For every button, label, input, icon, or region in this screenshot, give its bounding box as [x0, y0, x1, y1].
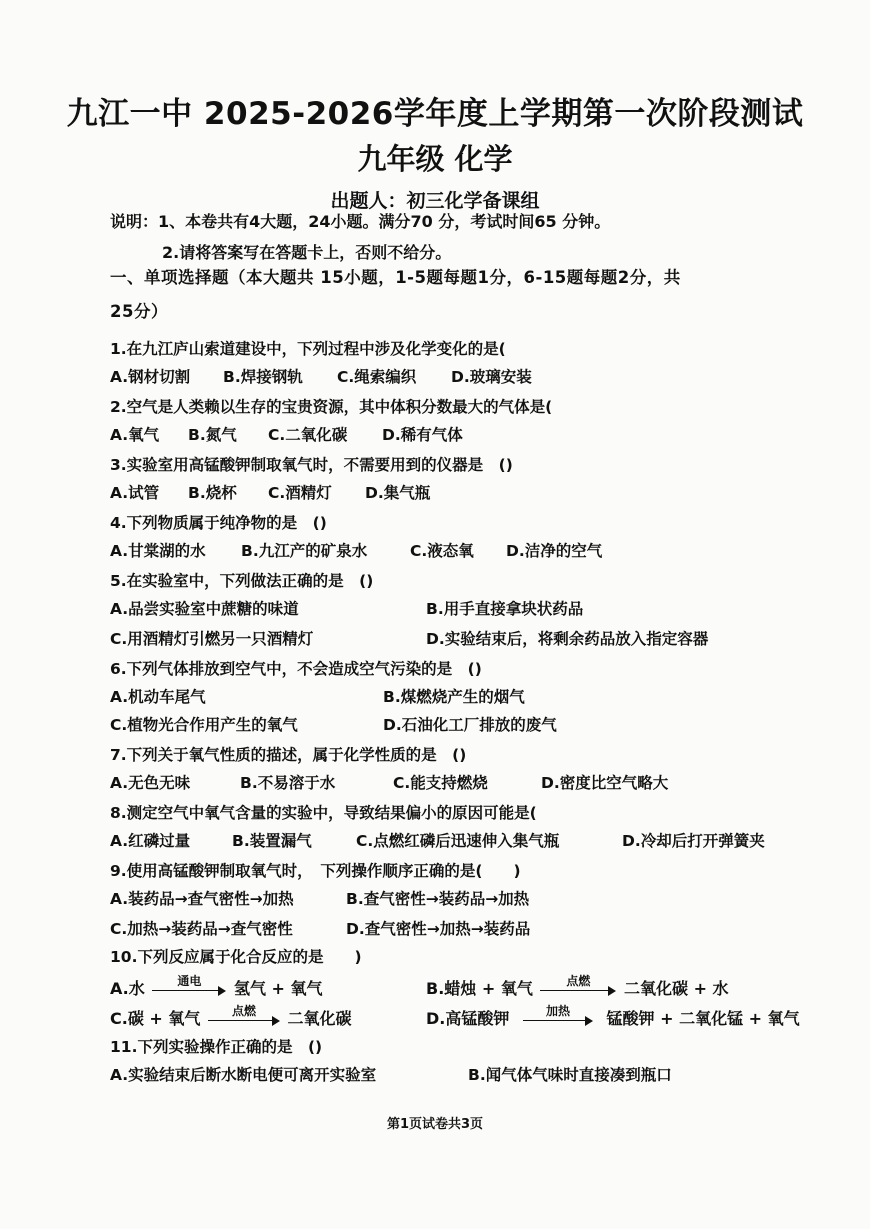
question-9-option-d[interactable]: D.查气密性→加热→装药品 [346, 920, 531, 938]
question-11-option-b[interactable]: B.闻气体气味时直接凑到瓶口 [468, 1066, 672, 1084]
question-6-option-d[interactable]: D.石油化工厂排放的废气 [383, 716, 557, 734]
question-1-option-c[interactable]: C.绳索编织 [337, 368, 417, 386]
exam-subtitle: 九年级 化学 [357, 142, 513, 176]
reaction-arrow-icon [540, 973, 616, 1001]
products: 锰酸钾 + 二氧化锰 + 氧气 [606, 1009, 800, 1028]
products: 氢气 + 氧气 [233, 979, 323, 998]
question-5-option-d[interactable]: D.实验结束后，将剩余药品放入指定容器 [426, 630, 709, 648]
question-6-stem: 6.下列气体排放到空气中，不会造成空气污染的是 () [110, 660, 482, 678]
section-1-heading: 一、单项选择题（本大题共 15小题，1-5题每题1分，6-15题每题2分，共 [110, 268, 681, 287]
section-1-heading-cont: 25分） [110, 302, 168, 321]
question-4-option-c[interactable]: C.液态氧 [410, 542, 474, 560]
question-11-option-a[interactable]: A.实验结束后断水断电便可离开实验室 [110, 1066, 377, 1084]
question-10-option-a[interactable] [110, 973, 323, 1001]
reaction-arrow-icon [523, 1003, 593, 1031]
question-8-option-a[interactable]: A.红磷过量 [110, 832, 191, 850]
question-9-option-b[interactable]: B.查气密性→装药品→加热 [346, 890, 530, 908]
question-2-option-a[interactable]: A.氧气 [110, 426, 160, 444]
question-5-option-c[interactable]: C.用酒精灯引燃另一只酒精灯 [110, 630, 314, 648]
products: 二氧化碳 + 水 [624, 979, 729, 998]
products: 二氧化碳 [287, 1009, 352, 1028]
question-4-option-b[interactable]: B.九江产的矿泉水 [241, 542, 368, 560]
question-2-option-c[interactable]: C.二氧化碳 [268, 426, 348, 444]
question-7-stem: 7.下列关于氧气性质的描述，属于化学性质的是 () [110, 746, 467, 764]
question-4-option-a[interactable]: A.甘棠湖的水 [110, 542, 206, 560]
question-1-stem: 1.在九江庐山索道建设中，下列过程中涉及化学变化的是( [110, 340, 506, 358]
question-9-stem: 9.使用高锰酸钾制取氧气时， 下列操作顺序正确的是( ) [110, 862, 521, 880]
reactants: 蜡烛 + 氧气 [444, 979, 533, 998]
question-10-option-c[interactable] [110, 1003, 352, 1031]
question-8-option-b[interactable]: B.装置漏气 [232, 832, 312, 850]
reaction-arrow-icon [152, 973, 226, 1001]
question-5-option-a[interactable]: A.品尝实验室中蔗糖的味道 [110, 600, 299, 618]
question-8-stem: 8.测定空气中氧气含量的实验中，导致结果偏小的原因可能是( [110, 804, 537, 822]
question-9-option-c[interactable]: C.加热→装药品→查气密性 [110, 920, 293, 938]
page-footer: 第1页试卷共3页 [386, 1117, 484, 1132]
question-8-option-d[interactable]: D.冷却后打开弹簧夹 [622, 832, 765, 850]
reaction-condition: 通电 [177, 973, 202, 988]
question-1-option-a[interactable]: A.钢材切割 [110, 368, 191, 386]
question-1-option-d[interactable]: D.玻璃安装 [451, 368, 532, 386]
option-label: A. [110, 979, 129, 998]
question-1-option-b[interactable]: B.焊接钢轨 [223, 368, 303, 386]
question-2-option-d[interactable]: D.稀有气体 [382, 426, 463, 444]
reactants: 碳 + 氧气 [127, 1009, 201, 1028]
question-2-option-b[interactable]: B.氮气 [188, 426, 237, 444]
question-4-option-d[interactable]: D.洁净的空气 [506, 542, 603, 560]
option-label: C. [110, 1009, 128, 1028]
reaction-arrow-icon [208, 1003, 280, 1031]
question-11-stem: 11.下列实验操作正确的是 () [110, 1038, 323, 1056]
instructions-2: 2.请将答案写在答题卡上，否则不给分。 [162, 243, 452, 262]
question-3-stem: 3.实验室用高锰酸钾制取氧气时，不需要用到的仪器是 () [110, 456, 513, 474]
question-6-option-c[interactable]: C.植物光合作用产生的氧气 [110, 716, 298, 734]
exam-author: 出题人：初三化学备课组 [330, 190, 540, 212]
reaction-condition: 点燃 [566, 973, 591, 988]
question-3-option-d[interactable]: D.集气瓶 [365, 484, 431, 502]
exam-title: 九江一中 2025-2026学年度上学期第一次阶段测试 [66, 96, 804, 132]
question-10-option-d[interactable] [426, 1003, 800, 1031]
question-3-option-c[interactable]: C.酒精灯 [268, 484, 332, 502]
question-3-option-a[interactable]: A.试管 [110, 484, 160, 502]
question-2-stem: 2.空气是人类赖以生存的宝贵资源，其中体积分数最大的气体是( [110, 398, 553, 416]
question-7-option-c[interactable]: C.能支持燃烧 [393, 774, 488, 792]
question-6-option-a[interactable]: A.机动车尾气 [110, 688, 206, 706]
question-5-stem: 5.在实验室中，下列做法正确的是 () [110, 572, 374, 590]
reactants: 高锰酸钾 [445, 1009, 510, 1028]
question-5-option-b[interactable]: B.用手直接拿块状药品 [426, 600, 584, 618]
reactants: 水 [128, 979, 145, 998]
reaction-condition: 点燃 [231, 1003, 256, 1018]
question-7-option-a[interactable]: A.无色无味 [110, 774, 191, 792]
question-7-option-b[interactable]: B.不易溶于水 [240, 774, 336, 792]
instructions-1: 说明：1、本卷共有4大题，24小题。满分70 分，考试时间65 分钟。 [110, 212, 611, 231]
option-label: D. [426, 1009, 446, 1028]
question-10-option-b[interactable] [426, 973, 729, 1001]
question-7-option-d[interactable]: D.密度比空气略大 [541, 774, 669, 792]
question-3-option-b[interactable]: B.烧杯 [188, 484, 237, 502]
reaction-condition: 加热 [545, 1003, 570, 1018]
question-4-stem: 4.下列物质属于纯净物的是 () [110, 514, 327, 532]
question-6-option-b[interactable]: B.煤燃烧产生的烟气 [383, 688, 525, 706]
question-9-option-a[interactable]: A.装药品→查气密性→加热 [110, 890, 294, 908]
question-10-stem: 10.下列反应属于化合反应的是 ) [110, 948, 362, 966]
option-label: B. [426, 979, 445, 998]
question-8-option-c[interactable]: C.点燃红磷后迅速伸入集气瓶 [356, 832, 560, 850]
